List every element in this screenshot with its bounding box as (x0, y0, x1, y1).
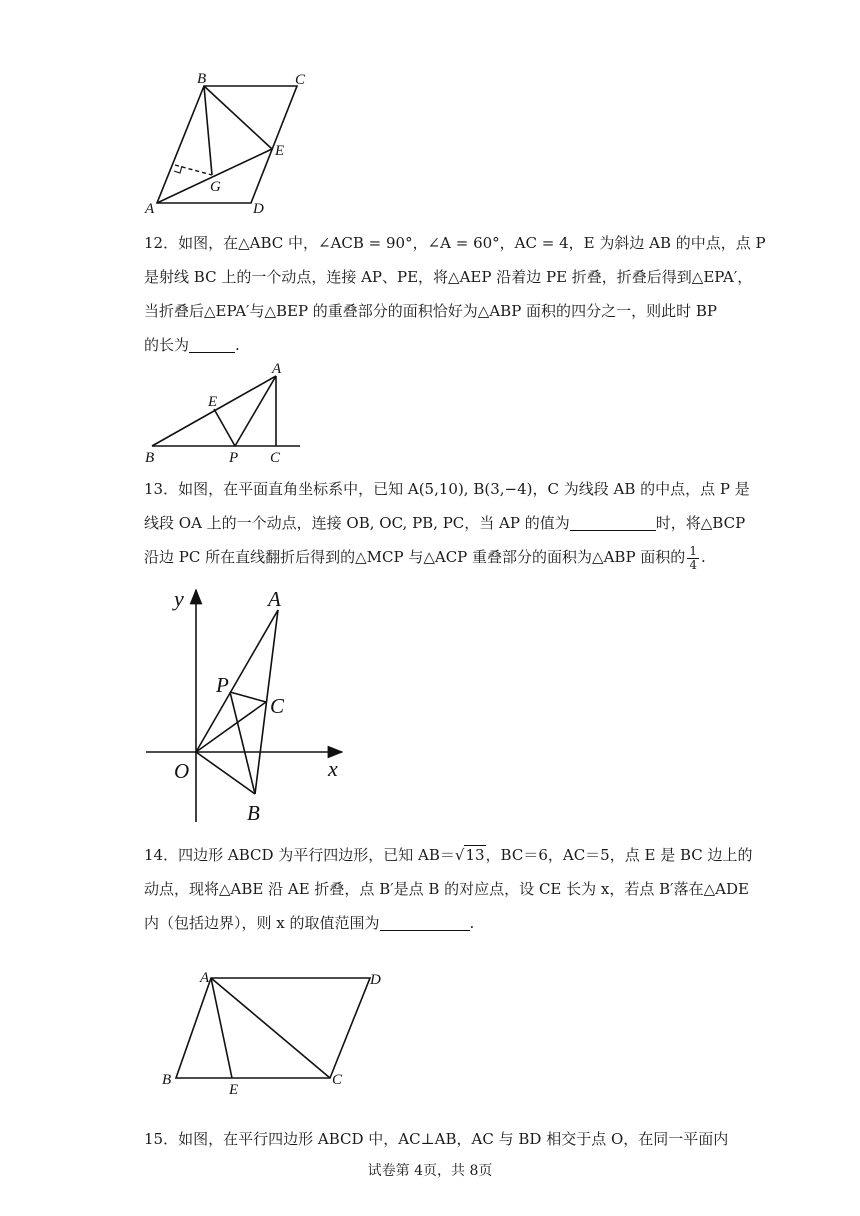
q14-line-1-a: 14．四边形 ABCD 为平行四边形，已知 AB＝ (144, 846, 455, 864)
label-c: C (295, 72, 306, 88)
label-y: y (174, 586, 184, 611)
label-d: D (253, 201, 264, 217)
label-p: P (216, 673, 229, 697)
label-e: E (229, 1082, 239, 1098)
answer-blank-12[interactable] (189, 336, 235, 353)
question-13 (144, 472, 750, 574)
question-14 (144, 838, 753, 940)
segment-be (204, 86, 272, 149)
fraction-one-quarter (687, 545, 699, 572)
label-e: E (275, 143, 285, 159)
segment-oc (196, 702, 266, 752)
q14-line-1-b: ，BC＝6，AC＝5，点 E 是 BC 边上的 (485, 846, 753, 864)
label-b: B (197, 71, 207, 87)
label-a: A (268, 587, 281, 611)
label-e: E (208, 394, 218, 410)
page-footer: 试卷第 4页，共 8页 (367, 1163, 493, 1179)
q13-line-2-b: 时，将△BCP (655, 514, 746, 532)
figure-parallelogram-abcd-e (158, 962, 388, 1102)
q14-line-2: 动点，现将△ABE 沿 AE 折叠，点 B′是点 B 的对应点，设 CE 长为 x，若点 B′落在△ADE (144, 880, 749, 898)
q13-line-3-a: 沿边 PC 所在直线翻折后得到的△MCP 与△ACP 重叠部分的面积为△ABP 面积的 (144, 548, 686, 566)
q15-line-1: 15．如图，在平行四边形 ABCD 中，AC⊥AB，AC 与 BD 相交于点 O，在同一平面内 (144, 1130, 729, 1148)
sqrt-expression: √13 (454, 846, 485, 864)
segment-pc (230, 692, 266, 702)
segment-ab (152, 376, 276, 446)
q13-line-2-a: 线段 OA 上的一个动点，连接 OB, OC, PB, PC，当 AP 的值为 (144, 514, 570, 532)
q13-line-3 (144, 540, 720, 574)
fraction-numerator: 1 (689, 543, 697, 558)
segment-oa (196, 610, 278, 752)
label-x: x (328, 756, 338, 781)
q12-line-4-text: 的长为 (144, 336, 190, 354)
label-b: B (247, 801, 260, 825)
q12-line-2: 是射线 BC 上的一个动点，连接 AP、PE，将△AEP 沿着边 PE 折叠，折叠后得到△EPA′， (144, 268, 753, 286)
label-b: B (145, 450, 155, 466)
label-o: O (174, 759, 190, 783)
label-c: C (332, 1072, 343, 1088)
segment-ep (214, 409, 235, 446)
figure-parallelogram-abcd-eg (140, 70, 310, 220)
q14-line-3 (144, 906, 720, 940)
q12-line-4 (144, 328, 720, 362)
figure-coordinate-system (140, 582, 360, 830)
q14-line-1 (144, 838, 753, 872)
right-angle-mark (174, 166, 182, 173)
answer-blank-13[interactable] (570, 514, 656, 531)
segment-bg (204, 86, 212, 175)
label-a: A (200, 970, 210, 986)
label-c: C (270, 450, 281, 466)
sqrt-value: 13 (465, 846, 485, 864)
fraction-denominator: 4 (689, 557, 697, 572)
label-d: D (370, 972, 381, 988)
label-a: A (145, 201, 155, 217)
q14-line-3-end: . (469, 914, 475, 932)
q13-line-1: 13．如图，在平面直角坐标系中，已知 A(5,10), B(3,−4)，C 为线段 AB 的中点，点 P 是 (144, 480, 750, 498)
label-g: G (210, 179, 221, 195)
label-a: A (272, 361, 282, 377)
question-15 (144, 1122, 729, 1156)
q12-line-1: 12．如图，在△ABC 中，∠ACB = 90°，∠A = 60°，AC = 4，E 为斜边 AB 的中点，点 P (144, 234, 766, 252)
q13-line-2 (144, 506, 746, 540)
q13-line-3-end: . (700, 548, 706, 566)
parallelogram-abcd (176, 978, 370, 1078)
question-12 (144, 226, 766, 362)
label-b: B (162, 1072, 172, 1088)
q12-line-3: 当折叠后△EPA′与△BEP 的重叠部分的面积恰好为△ABP 面积的四分之一，则此时 BP (144, 302, 717, 320)
figure-triangle-abc-ep (140, 360, 310, 468)
segment-ap (235, 376, 276, 446)
label-p: P (229, 450, 239, 466)
answer-blank-14[interactable] (380, 914, 470, 931)
label-c: C (270, 694, 285, 718)
q14-line-3-a: 内（包括边界），则 x 的取值范围为 (144, 914, 380, 932)
q12-line-4-end: . (235, 336, 240, 354)
